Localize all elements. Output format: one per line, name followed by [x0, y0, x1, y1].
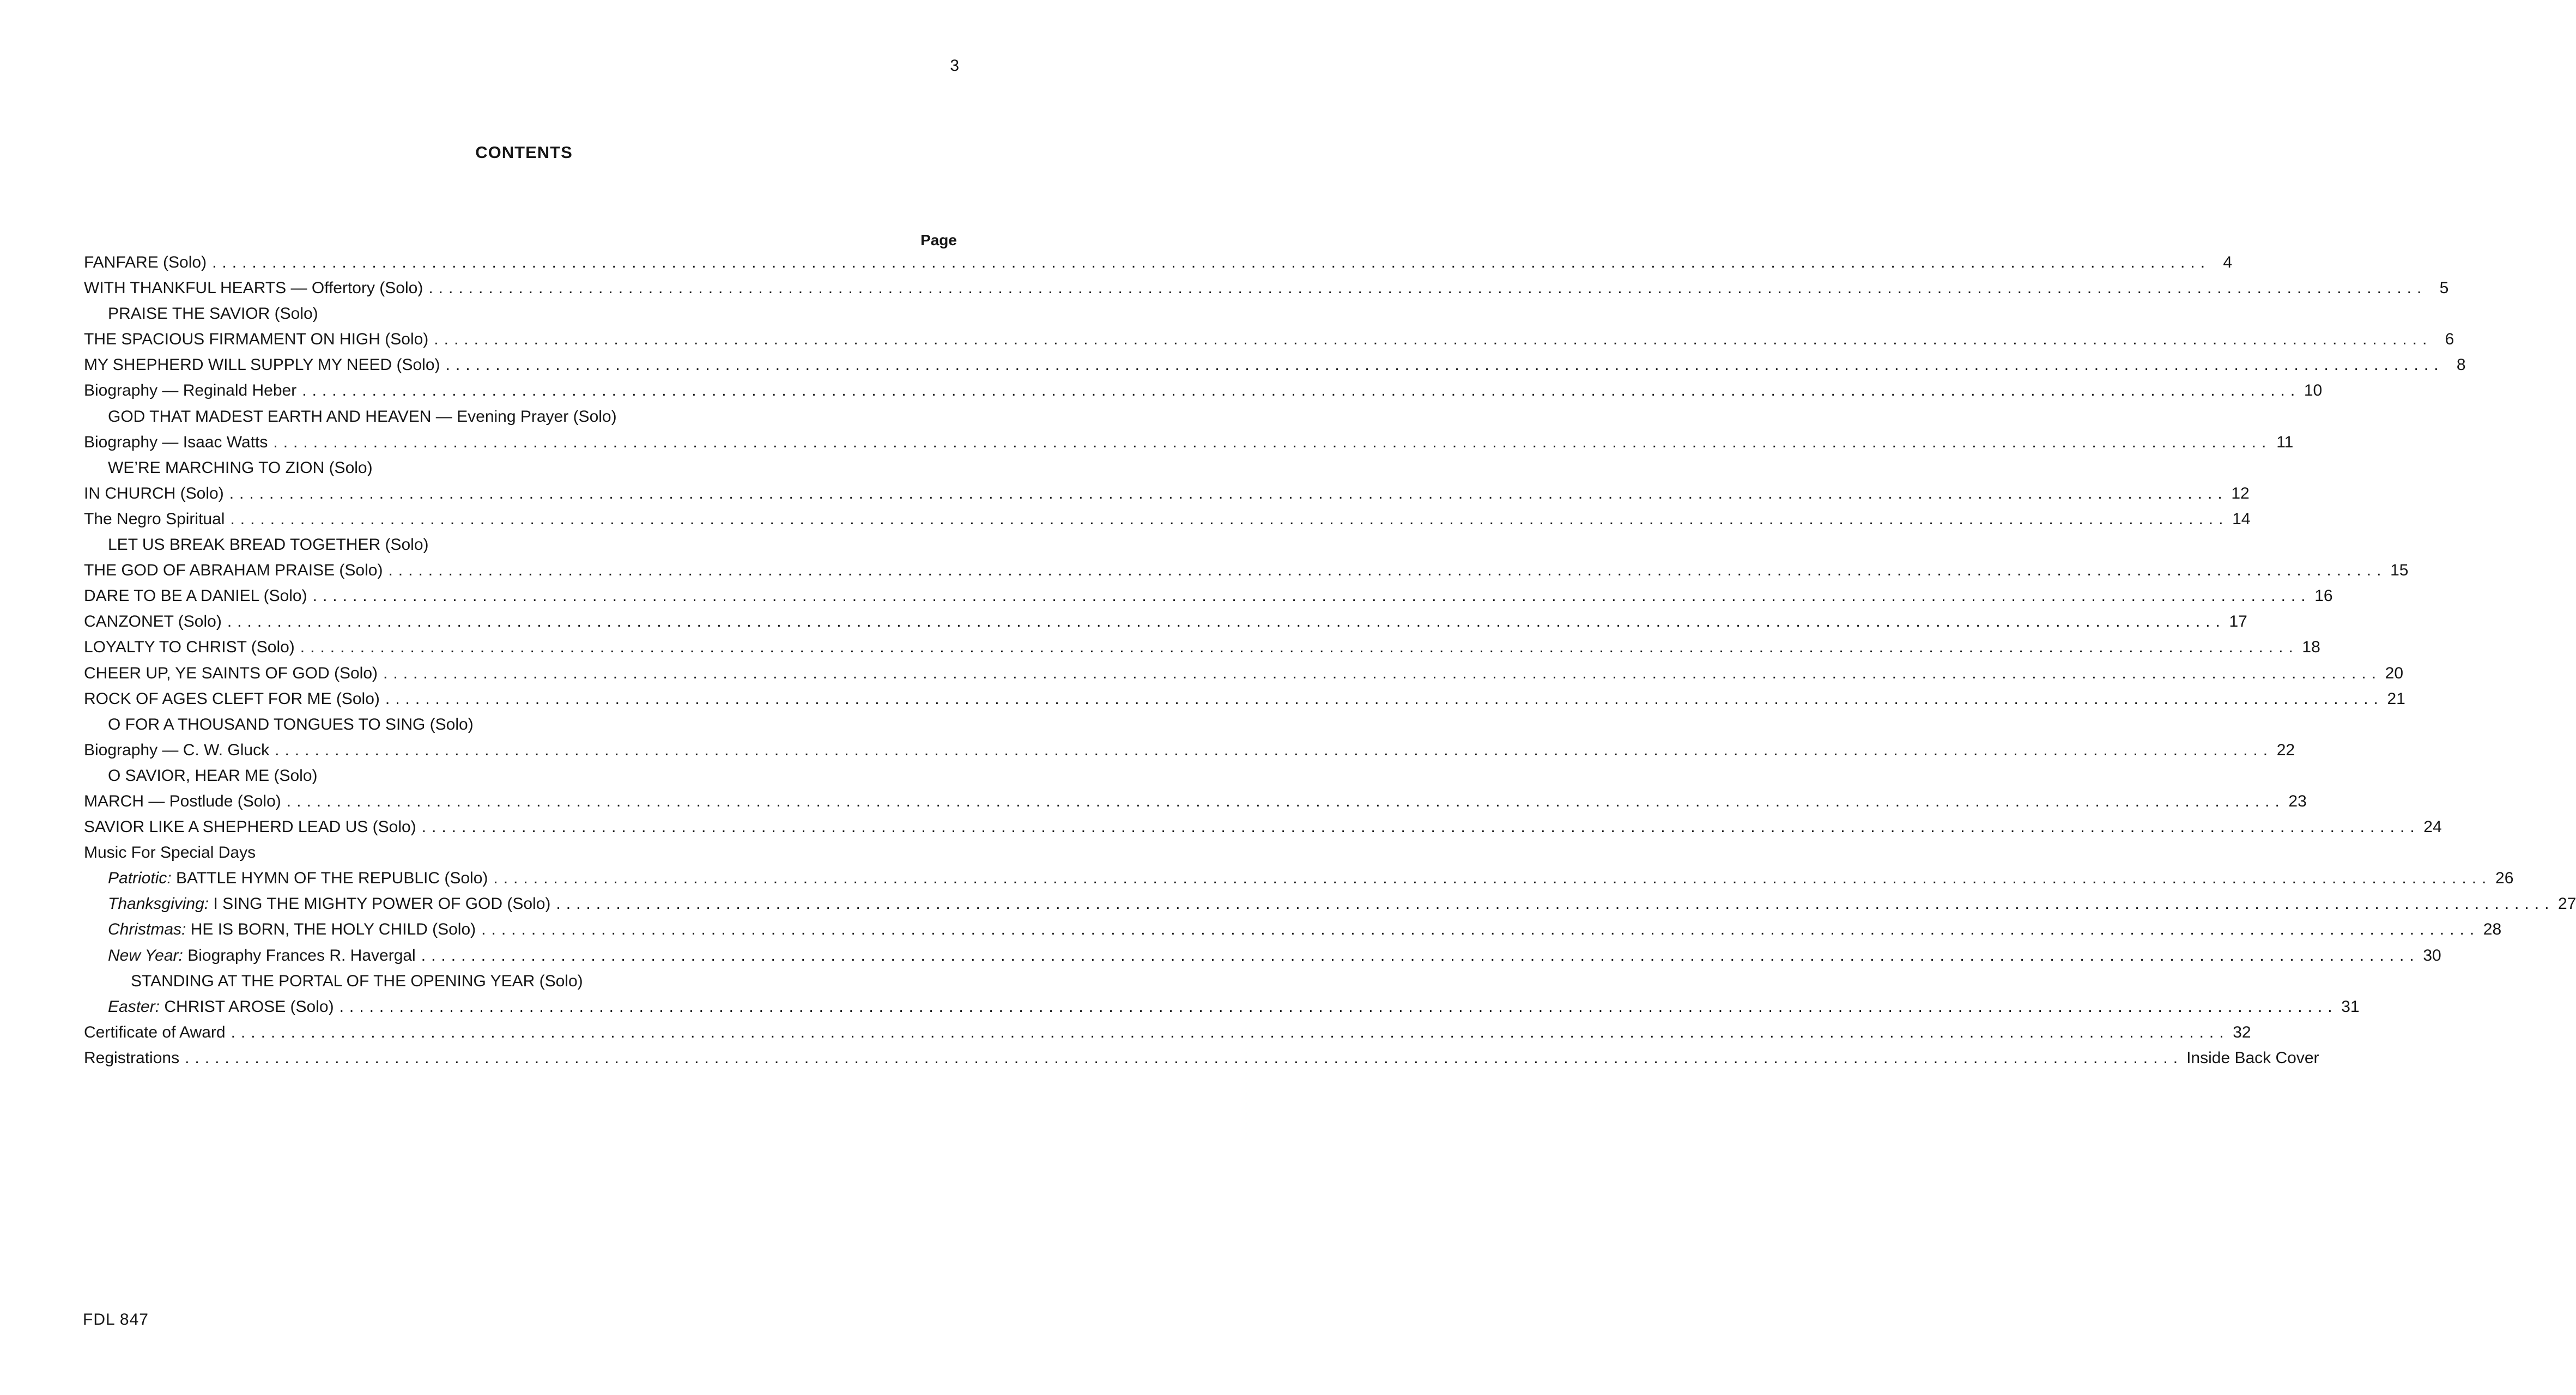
toc-entry-label [84, 250, 207, 275]
toc-entry-title: The Negro Spiritual [84, 510, 225, 528]
toc-entry-label [84, 455, 373, 481]
toc-entry [84, 865, 2514, 891]
dot-leader: ........................................................................................................................................................................................................ [383, 664, 2382, 682]
dot-leader: ........................................................................................................................................................................................................ [481, 920, 2480, 939]
toc-entry-page: 14 [2232, 510, 2251, 528]
toc-entry-page: 17 [2229, 612, 2247, 631]
toc-entry-title: MY SHEPHERD WILL SUPPLY MY NEED (Solo) [84, 356, 440, 374]
toc-entry-label [84, 763, 318, 789]
toc-entry-title: O FOR A THOUSAND TONGUES TO SING (Solo) [108, 715, 474, 733]
toc-entry-label [84, 660, 378, 686]
dot-leader: ........................................................................................................................................................................................................ [388, 561, 2387, 580]
dot-leader: ........................................................................................................................................................................................................ [434, 330, 2433, 349]
toc-entry-label [84, 634, 295, 660]
toc-entry-title: I SING THE MIGHTY POWER OF GOD (Solo) [213, 895, 551, 913]
toc-entry-title: Biography — C. W. Gluck [84, 741, 270, 759]
toc-entry-page: 15 [2390, 561, 2409, 580]
toc-entry-label [84, 532, 429, 557]
toc-entry-label [84, 404, 617, 429]
toc-entry-label [84, 712, 474, 737]
toc-entry-title: SAVIOR LIKE A SHEPHERD LEAD US (Solo) [84, 818, 416, 836]
dot-leader: ........................................................................................................................................................................................................ [230, 510, 2229, 528]
toc-entry-title: LOYALTY TO CHRIST (Solo) [84, 638, 295, 657]
toc-entry [84, 326, 2454, 352]
toc-entry [84, 378, 2323, 403]
toc-entry-page: 28 [2483, 920, 2502, 939]
toc-entry-title: GOD THAT MADEST EARTH AND HEAVEN — Evening Prayer (Solo) [108, 407, 617, 426]
toc-entry-category: Patriotic: [108, 869, 177, 888]
toc-entry-category: Thanksgiving: [108, 895, 214, 913]
toc-entry [84, 429, 2294, 455]
toc-entry-category: Easter: [108, 997, 165, 1016]
toc-entry-title: Biography — Reginald Heber [84, 381, 297, 400]
toc-entry [84, 712, 957, 737]
toc-entry-label [84, 865, 488, 891]
toc-entry [84, 404, 957, 429]
toc-entry [84, 609, 2247, 634]
toc-entry-title: THE GOD OF ABRAHAM PRAISE (Solo) [84, 561, 383, 580]
toc-entry-page: 31 [2341, 997, 2360, 1016]
toc-entry-label [84, 737, 269, 763]
toc-entry-page: 23 [2288, 792, 2307, 810]
toc-entry-page: 11 [2276, 433, 2294, 451]
dot-leader: ........................................................................................................................................................................................................ [312, 587, 2311, 605]
toc-entry-title: PRAISE THE SAVIOR (Solo) [108, 305, 318, 323]
dot-leader: ........................................................................................................................................................................................................ [229, 484, 2228, 502]
toc-entry-label [84, 557, 383, 583]
dot-leader: ........................................................................................................................................................................................................ [300, 638, 2299, 657]
toc-entry [84, 840, 957, 865]
toc-entry [84, 686, 2405, 712]
toc-entry-page: 16 [2314, 587, 2333, 605]
toc-entry-title: Registrations [84, 1048, 180, 1067]
toc-entry-title: Biography Frances R. Havergal [187, 946, 416, 965]
toc-entry-label [84, 1020, 226, 1045]
toc-entry [84, 917, 2502, 942]
toc-entry-page: 12 [2231, 484, 2250, 502]
page-column-header: Page [920, 232, 957, 248]
toc-entry [84, 301, 957, 326]
toc-entry-page: 18 [2302, 638, 2320, 657]
dot-leader: ........................................................................................................................................................................................................ [556, 895, 2555, 913]
toc-entry-page: 20 [2385, 664, 2404, 682]
toc-entry [84, 1045, 2319, 1071]
dot-leader: ........................................................................................................................................................................................................ [302, 381, 2301, 400]
toc-entry-title: ROCK OF AGES CLEFT FOR ME (Solo) [84, 689, 380, 708]
toc-entry-title: IN CHURCH (Solo) [84, 484, 224, 502]
toc-entry-label [84, 686, 380, 712]
dot-leader: ........................................................................................................................................................................................................ [227, 612, 2226, 631]
toc-entry-title: HE IS BORN, THE HOLY CHILD (Solo) [190, 920, 476, 939]
toc-entry-title: CHRIST AROSE (Solo) [164, 997, 334, 1016]
toc-entry-title: Certificate of Award [84, 1023, 226, 1041]
dot-leader: ........................................................................................................................................................................................................ [273, 433, 2272, 451]
toc-entry-page: 4 [2223, 253, 2233, 271]
toc-entry-label [84, 789, 281, 814]
toc-entry-label [84, 583, 307, 609]
toc-entry-page: 24 [2423, 818, 2442, 836]
table-of-contents [84, 250, 2576, 1071]
toc-entry-title: Music For Special Days [84, 844, 256, 862]
page-title: CONTENTS [475, 143, 573, 162]
toc-entry-category: Christmas: [108, 920, 191, 939]
toc-entry-label [84, 326, 428, 352]
page-number: 3 [950, 57, 959, 75]
dot-leader: ........................................................................................................................................................................................................ [212, 253, 2211, 271]
toc-entry-label [84, 917, 476, 942]
dot-leader: ........................................................................................................................................................................................................ [275, 741, 2274, 759]
toc-entry-page: 27 [2558, 895, 2576, 913]
toc-entry-title: CHEER UP, YE SAINTS OF GOD (Solo) [84, 664, 378, 682]
toc-entry-label [84, 429, 268, 455]
toc-entry-label [84, 609, 222, 634]
toc-entry-title: BATTLE HYMN OF THE REPUBLIC (Solo) [176, 869, 488, 888]
toc-entry-label [84, 506, 225, 532]
dot-leader: ........................................................................................................................................................................................................ [231, 1023, 2229, 1041]
toc-entry-label [84, 814, 416, 840]
toc-entry-label [84, 891, 550, 917]
toc-entry [84, 275, 2449, 301]
toc-entry [84, 660, 2404, 686]
toc-entry [84, 891, 2576, 917]
toc-entry-title: MARCH — Postlude (Solo) [84, 792, 281, 810]
toc-entry [84, 789, 2307, 814]
toc-entry [84, 583, 2333, 609]
toc-entry [84, 532, 957, 557]
toc-entry-page: 10 [2304, 381, 2323, 400]
toc-entry-title: WITH THANKFUL HEARTS — Offertory (Solo) [84, 279, 423, 298]
toc-entry-label [84, 840, 256, 865]
dot-leader: ........................................................................................................................................................................................................ [493, 869, 2492, 888]
dot-leader: ........................................................................................................................................................................................................ [421, 946, 2420, 965]
toc-entry-title: FANFARE (Solo) [84, 253, 207, 271]
toc-entry-label [84, 352, 440, 378]
toc-entry [84, 481, 2250, 506]
toc-entry-title: WE’RE MARCHING TO ZION (Solo) [108, 458, 373, 477]
dot-leader: ........................................................................................................................................................................................................ [286, 792, 2285, 810]
toc-entry [84, 814, 2442, 840]
dot-leader: ........................................................................................................................................................................................................ [445, 356, 2444, 374]
toc-entry [84, 455, 957, 481]
toc-entry [84, 943, 2441, 968]
toc-entry-category: New Year: [108, 946, 188, 965]
toc-entry-page: 26 [2495, 869, 2514, 888]
toc-entry-page: 21 [2387, 689, 2405, 708]
toc-entry-label [84, 943, 416, 968]
toc-entry [84, 737, 2295, 763]
toc-entry-page: 32 [2233, 1023, 2251, 1041]
toc-entry-title: LET US BREAK BREAD TOGETHER (Solo) [108, 536, 429, 554]
toc-entry-title: O SAVIOR, HEAR ME (Solo) [108, 766, 318, 785]
dot-leader: ........................................................................................................................................................................................................ [421, 818, 2420, 836]
toc-entry-title: THE SPACIOUS FIRMAMENT ON HIGH (Solo) [84, 330, 429, 349]
toc-entry [84, 352, 2466, 378]
toc-entry [84, 506, 2251, 532]
toc-entry-page: 8 [2456, 356, 2466, 374]
dot-leader: ........................................................................................................................................................................................................ [339, 997, 2338, 1016]
toc-entry-title: STANDING AT THE PORTAL OF THE OPENING YEAR (Solo) [131, 972, 583, 990]
dot-leader: ........................................................................................................................................................................................................ [185, 1048, 2184, 1067]
toc-entry-page: 5 [2439, 279, 2449, 298]
toc-entry [84, 557, 2409, 583]
toc-entry [84, 763, 957, 789]
toc-entry-title: CANZONET (Solo) [84, 612, 222, 631]
dot-leader: ........................................................................................................................................................................................................ [385, 689, 2384, 708]
toc-entry-label [84, 968, 583, 994]
dot-leader: ........................................................................................................................................................................................................ [428, 279, 2427, 298]
toc-entry-page: Inside Back Cover [2186, 1048, 2319, 1067]
toc-entry [84, 250, 2233, 275]
toc-entry-title: DARE TO BE A DANIEL (Solo) [84, 587, 307, 605]
toc-entry-page: 30 [2423, 946, 2441, 965]
toc-entry-label [84, 301, 318, 326]
toc-entry-label [84, 1045, 179, 1071]
toc-entry-label [84, 481, 224, 506]
toc-entry [84, 634, 2320, 660]
toc-entry-label [84, 275, 423, 301]
toc-entry [84, 968, 957, 994]
toc-entry-label [84, 378, 296, 403]
catalog-code: FDL 847 [83, 1311, 149, 1329]
toc-entry [84, 1020, 2251, 1045]
toc-entry-title: Biography — Isaac Watts [84, 433, 268, 451]
toc-entry [84, 994, 2360, 1020]
toc-entry-page: 6 [2445, 330, 2454, 349]
toc-entry-label [84, 994, 334, 1020]
toc-entry-page: 22 [2276, 741, 2295, 759]
